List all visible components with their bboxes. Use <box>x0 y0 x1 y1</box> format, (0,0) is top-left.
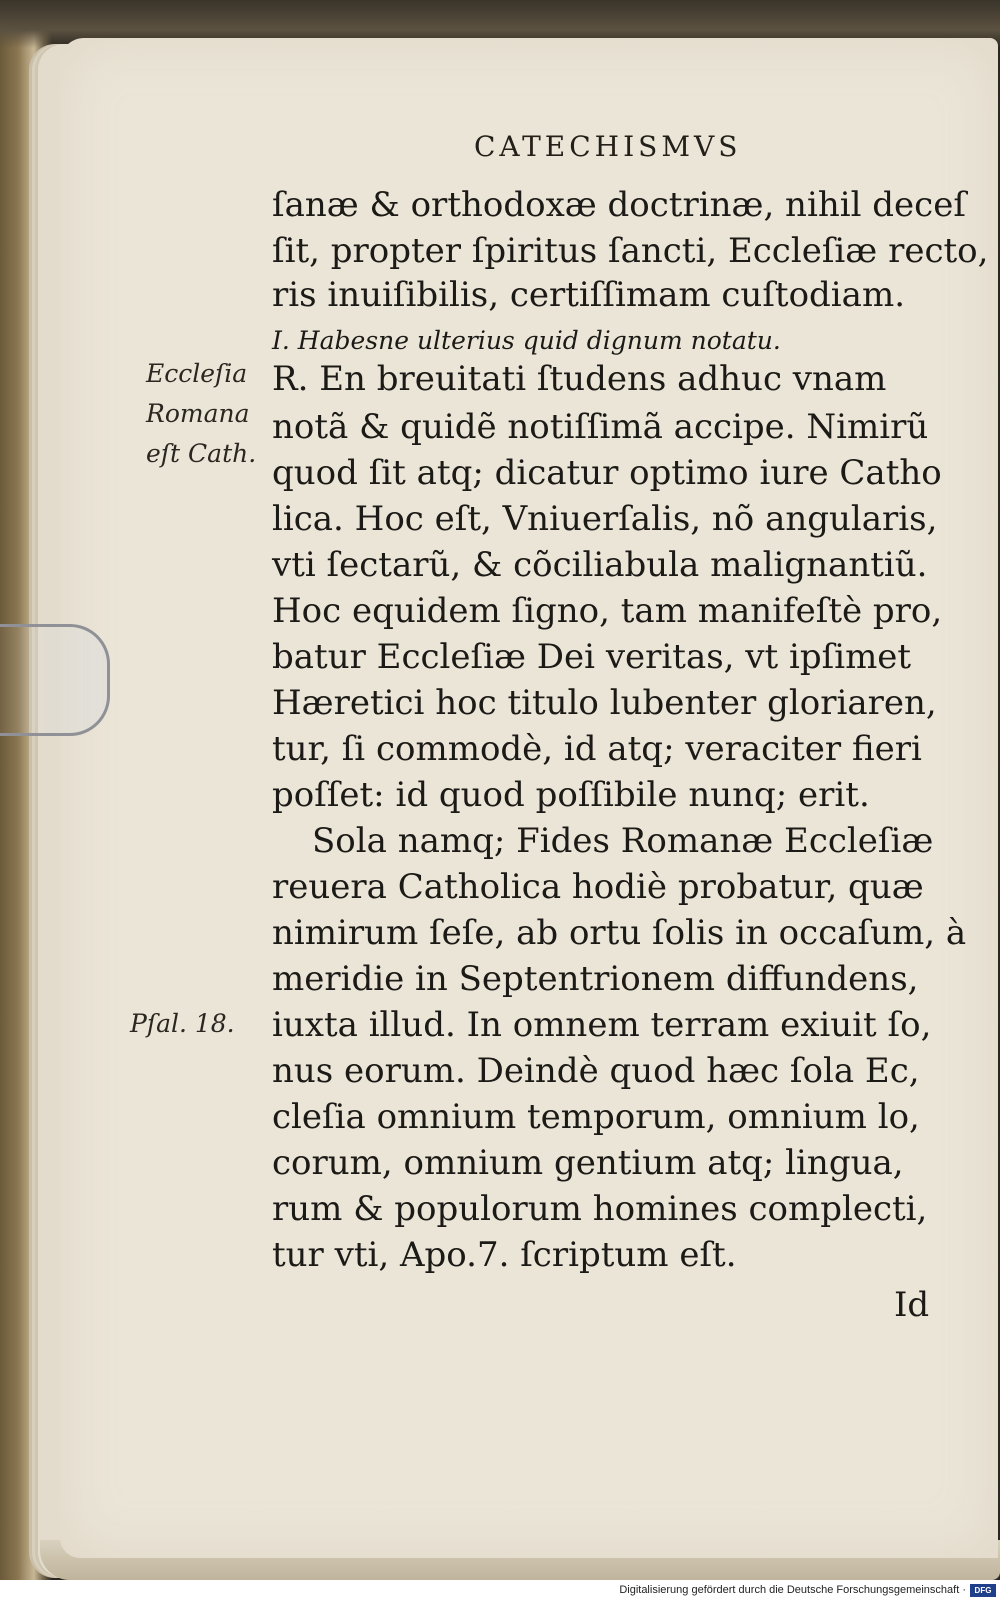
text-line: rum & populorum homines complecti, <box>272 1189 928 1229</box>
page-clip <box>0 624 110 736</box>
text-line: quod ſit atq; dicatur optimo iure Catho <box>272 453 942 493</box>
text-line: meridie in Septentrionem diffundens, <box>272 959 919 999</box>
footer-text: Digitalisierung gefördert durch die Deutsche Forschungsgemeinschaft · <box>619 1584 966 1596</box>
text-line: nimirum ſeſe, ab ortu ſolis in occaſum, à <box>272 913 967 953</box>
text-line: cleſia omnium temporum, omnium lo, <box>272 1097 920 1137</box>
text-line: corum, omnium gentium atq; lingua, <box>272 1143 904 1183</box>
text-line: lica. Hoc eſt, Vniuerſalis, nõ angularis, <box>272 499 938 539</box>
margin-note: Romana <box>146 399 250 428</box>
question-line: I. Habesne ulterius quid dignum notatu. <box>272 326 781 355</box>
text-line: reuera Catholica hodiè probatur, quæ <box>272 867 924 907</box>
margin-note-psalm: Pſal. 18. <box>130 1009 235 1038</box>
running-head: CATECHISMVS <box>474 130 742 163</box>
footer-credit <box>0 1580 1000 1601</box>
text-line: tur, ſi commodè, id atq; veraciter fieri <box>272 729 922 769</box>
text-line: nus eorum. Deindè quod hæc ſola Ec, <box>272 1051 920 1091</box>
text-line: ſit, propter ſpiritus ſancti, Eccleſiæ recto, <box>272 231 989 271</box>
catchword: Id <box>894 1285 930 1325</box>
text-line: Hoc equidem ſigno, tam manifeſtè pro, <box>272 591 943 631</box>
text-line: notã & quidẽ notiſſimã accipe. Nimirũ <box>272 407 929 447</box>
text-line: batur Eccleſiæ Dei veritas, vt ipſimet <box>272 637 912 677</box>
paragraph-start: Sola namq; Fides Romanæ Eccleſiæ <box>312 821 934 861</box>
text-line: poſſet: id quod poſſibile nunq; erit. <box>272 775 870 815</box>
dfg-logo: DFG <box>970 1584 996 1597</box>
text-line: vti ſectarũ, & cõciliabula malignantiũ. <box>272 545 928 585</box>
margin-note: Eccleſia <box>146 359 248 388</box>
text-line: iuxta illud. In omnem terram exiuit ſo, <box>272 1005 932 1045</box>
text-line: Hæretici hoc titulo lubenter gloriaren, <box>272 683 937 723</box>
text-line: ſanæ & orthodoxæ doctrinæ, nihil deceſ <box>272 185 966 225</box>
text-line: R. En breuitati ſtudens adhuc vnam <box>272 359 887 399</box>
text-line: ris inuiſibilis, certiſſimam cuſtodiam. <box>272 275 906 315</box>
text-line: tur vti, Apo.7. ſcriptum eſt. <box>272 1235 737 1275</box>
margin-note: eſt Cath. <box>146 439 257 468</box>
